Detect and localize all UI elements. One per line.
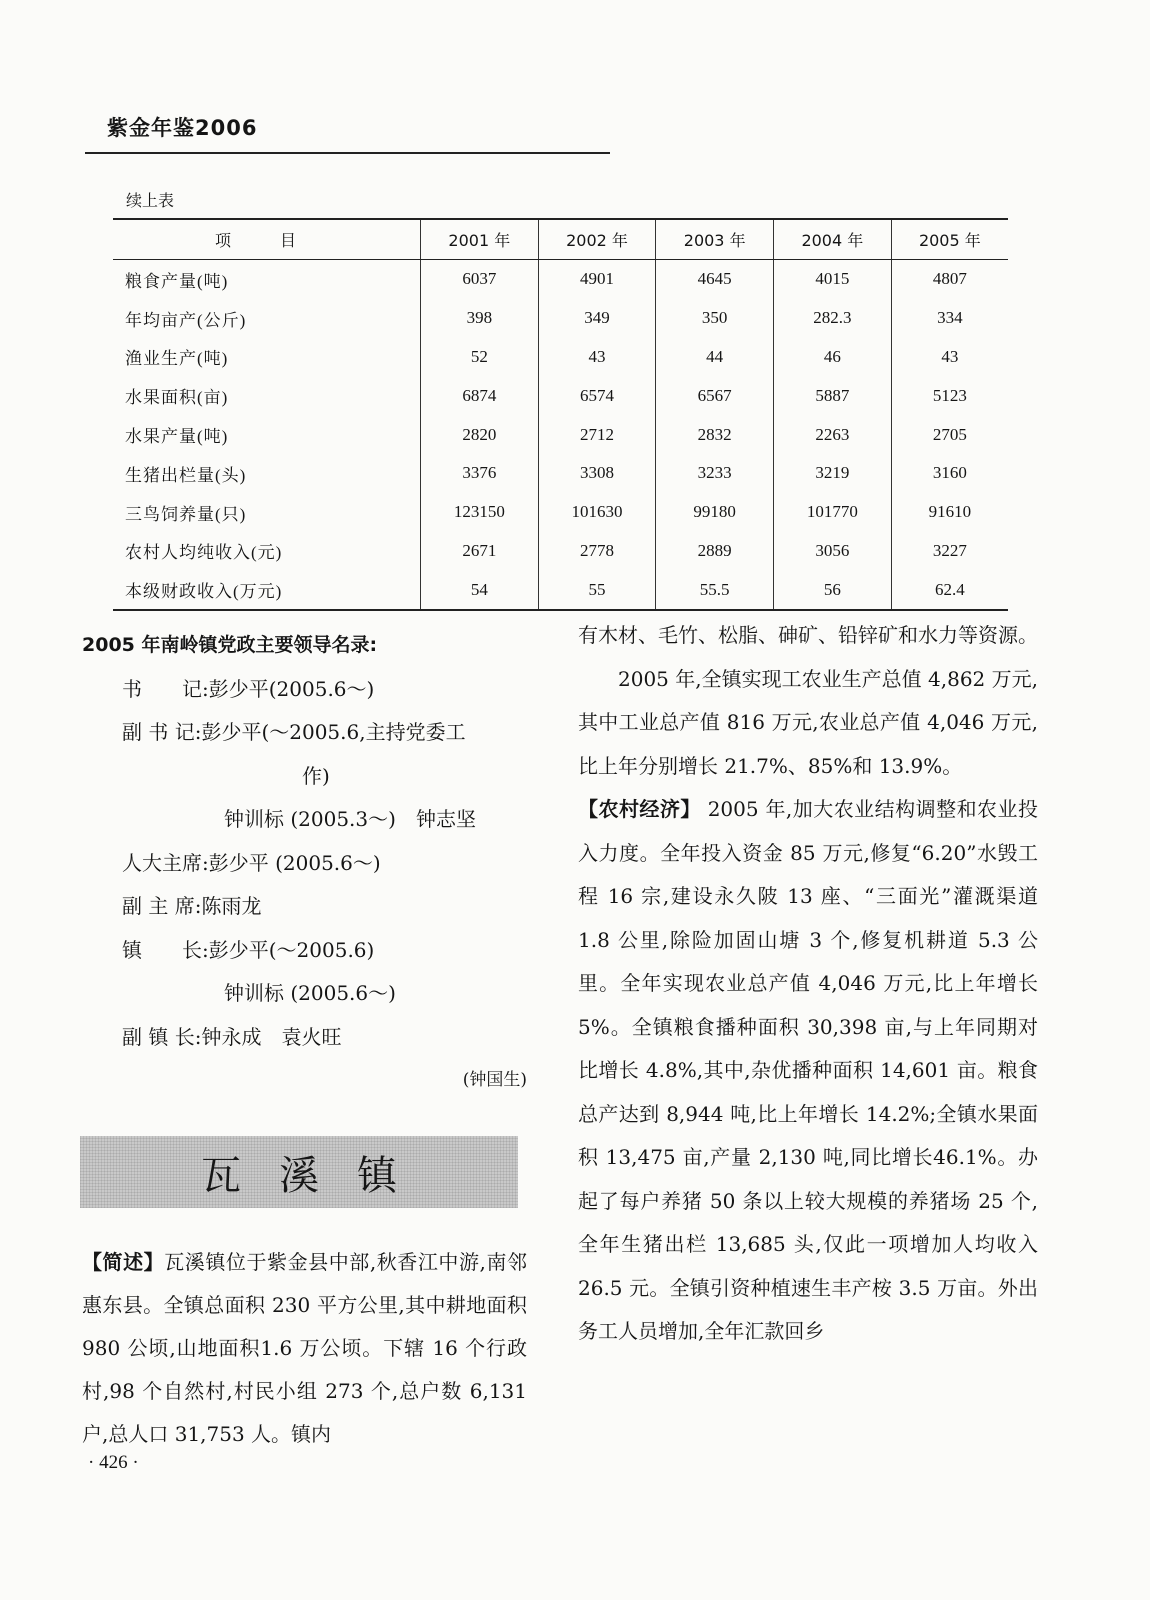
column-header: 项 目 (113, 219, 421, 260)
table-cell: 6574 (538, 376, 656, 415)
page-number: · 426 · (88, 1452, 139, 1473)
intro-paragraph (82, 1241, 527, 1456)
table-cell: 3219 (774, 454, 892, 493)
table-cell: 3376 (421, 454, 539, 493)
table-cell: 3227 (891, 532, 1008, 571)
row-label: 农村人均纯收入(元) (125, 543, 283, 563)
table-cell: 4645 (656, 260, 774, 299)
table-cell: 2778 (538, 532, 656, 571)
column-header: 2004 年 (774, 219, 892, 260)
leader-line: 副 书 记:彭少平(～2005.6,主持党委工 (122, 720, 466, 744)
leader-line: 作) (302, 763, 330, 788)
leaders-title: 2005 年南岭镇党政主要领导名录: (82, 634, 378, 656)
table-cell: 5887 (774, 376, 892, 415)
table-cell: 350 (656, 299, 774, 338)
table-cell: 2263 (774, 415, 892, 454)
table-cell: 2712 (538, 415, 656, 454)
table-cell: 6874 (421, 376, 539, 415)
table-row (113, 260, 1008, 299)
table-cell: 54 (421, 570, 539, 610)
leader-line: 钟训标 (2005.6～) (224, 981, 396, 1005)
table-row (113, 454, 1008, 493)
table-cell: 334 (891, 299, 1008, 338)
table-cell: 52 (421, 338, 539, 377)
table-cell: 6037 (421, 260, 539, 299)
author-signature: (钟国生) (462, 1070, 527, 1090)
table-header-row (113, 219, 1008, 260)
table-cell: 3160 (891, 454, 1008, 493)
right-column (578, 614, 1038, 1354)
table-row (113, 415, 1008, 454)
leader-line: 副 镇 长:钟永成 袁火旺 (122, 1024, 342, 1049)
rural-economy-tag: 【农村经济】 (578, 797, 701, 821)
row-label: 本级财政收入(万元) (113, 570, 421, 610)
table-cell: 398 (421, 299, 539, 338)
table-cell: 4901 (538, 260, 656, 299)
column-header: 2002 年 (538, 219, 656, 260)
row-label: 生猪出栏量(头) (125, 465, 247, 485)
table-cell: 2705 (891, 415, 1008, 454)
header-rule (85, 152, 610, 154)
table-cell: 3308 (538, 454, 656, 493)
table-cell: 123150 (421, 493, 539, 532)
statistics-table (113, 218, 1008, 611)
leader-line: 镇 长:彭少平(～2005.6) (122, 937, 375, 962)
table-caption: 续上表 (126, 191, 175, 210)
rural-economy-paragraph (578, 788, 1038, 1354)
table-cell: 43 (891, 338, 1008, 377)
row-label: 粮食产量(吨) (125, 271, 229, 291)
table-cell: 5123 (891, 376, 1008, 415)
table-cell: 55 (538, 570, 656, 610)
table-cell: 349 (538, 299, 656, 338)
column-header: 2003 年 (656, 219, 774, 260)
intro-text: 瓦溪镇位于紫金县中部,秋香江中游,南邻惠东县。全镇总面积 230 平方公里,其中耕地面积980 公顷,山地面积1.6 万公顷。下辖 16 个行政村,98 个自然村,村民小组 273 个,总户数 6,131 户,总人口 31,753 人。镇内 (82, 1250, 527, 1446)
yearbook-title: 紫金年鉴2006 (107, 116, 258, 140)
table-body (113, 260, 1008, 611)
leaders-list (82, 624, 537, 1103)
table-row (113, 532, 1008, 571)
row-label: 水果产量(吨) (125, 427, 229, 447)
table-cell: 101770 (774, 493, 892, 532)
leader-line: 钟训标 (2005.3～) 钟志坚 (224, 807, 476, 831)
table-cell: 62.4 (891, 570, 1008, 610)
leader-line: 副 主 席:陈雨龙 (122, 894, 262, 918)
table-cell: 44 (656, 338, 774, 377)
leader-line: 书 记:彭少平(2005.6～) (122, 676, 375, 701)
row-label: 年均亩产(公斤) (125, 310, 247, 330)
column-header: 2001 年 (421, 219, 539, 260)
table-cell: 55.5 (656, 570, 774, 610)
table-cell: 56 (774, 570, 892, 610)
table-row (113, 493, 1008, 532)
table-cell: 101630 (538, 493, 656, 532)
table-cell: 3233 (656, 454, 774, 493)
table-cell: 91610 (891, 493, 1008, 532)
row-label: 水果面积(亩) (125, 388, 229, 408)
table-cell: 282.3 (774, 299, 892, 338)
table-cell: 2832 (656, 415, 774, 454)
output-paragraph: 2005 年,全镇实现工农业生产总值 4,862 万元,其中工业总产值 816 万元,农业总产值 4,046 万元,比上年分别增长 21.7%、85%和 13.9%。 (578, 666, 1038, 778)
rural-economy-text: 2005 年,加大农业结构调整和农业投入力度。全年投入资金 85 万元,修复“6.20”水毁工程 16 宗,建设永久陂 13 座、“三面光”灌溉渠道 1.8 公里,除险加固山塘 3 个,修复机耕道 5.3 公里。全年实现农业总产值 4,046 万元,比上年增长 5%。全镇粮食播种面积 30,398 亩,与上年同期对比增长 4.8%,其中,杂优播种面积 14,601 亩。粮食总产达到 8,944 吨,比上年增长 14.2%;全镇水果面积 13,475 亩,产量 2,130 吨,同比增长46.1%。办起了每户养猪 50 条以上较大规模的养猪场 25 个,全年生猪出栏 13,685 头,仅此一项增加人均收入 26.5 元。全镇引资种植速生丰产桉 3.5 万亩。外出务工人员增加,全年汇款回乡 (578, 797, 1038, 1343)
column-header: 2005 年 (891, 219, 1008, 260)
table-cell: 4015 (774, 260, 892, 299)
table-cell: 2671 (421, 532, 539, 571)
row-label: 渔业生产(吨) (125, 349, 229, 369)
intro-tag: 【简述】 (82, 1250, 165, 1274)
table-cell: 46 (774, 338, 892, 377)
table-row (113, 299, 1008, 338)
table-row (113, 570, 1008, 610)
table-cell: 2820 (421, 415, 539, 454)
table-cell: 3056 (774, 532, 892, 571)
table-cell: 2889 (656, 532, 774, 571)
table-cell: 43 (538, 338, 656, 377)
leader-line: 人大主席:彭少平 (2005.6～) (122, 850, 381, 875)
row-label: 三鸟饲养量(只) (125, 504, 247, 524)
table-cell: 99180 (656, 493, 774, 532)
resources-paragraph: 有木材、毛竹、松脂、砷矿、铅锌矿和水力等资源。 (578, 623, 1038, 647)
table-cell: 6567 (656, 376, 774, 415)
section-banner: 瓦溪镇 (80, 1136, 518, 1208)
table-row (113, 376, 1008, 415)
table-row (113, 338, 1008, 377)
table-cell: 4807 (891, 260, 1008, 299)
